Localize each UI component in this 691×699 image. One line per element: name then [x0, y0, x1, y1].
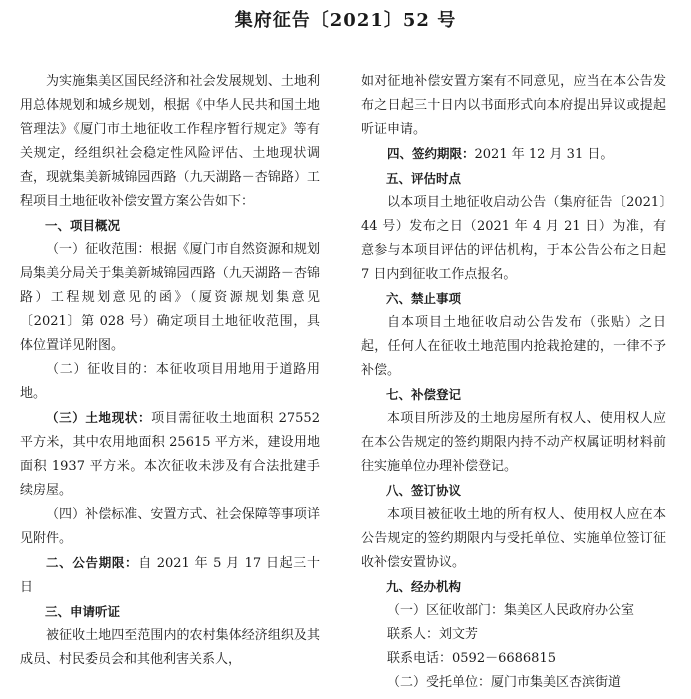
section-1-purpose: （二）征收目的：本征收项目用地用于道路用地。 [20, 362, 320, 401]
section-9-entrusted-unit: （二）受托单位：厦门市集美区杏滨街道 [387, 675, 622, 690]
section-6-heading: 六、禁止事项 [386, 291, 462, 306]
section-2-text: 自 2021 年 5 月 17 日起三十日 [20, 556, 320, 595]
intro-paragraph: 为实施集美区国民经济和社会发展规划、土地利用总体规划和城乡规划，根据《中华人民共和国土地管理法》《厦门市土地征收工作程序暂行规定》等有关规定，经组织社会稳定性风险评估、土地现状调查，现就集美新城锦园西路（九天湖路－杏锦路）工程项目土地征收补偿安置方案公告如下： [20, 74, 320, 209]
section-9-phone: 联系电话：0592－6686815 [387, 651, 556, 666]
document-title: 集府征告〔2021〕52 号 [234, 10, 457, 31]
right-column [361, 70, 666, 695]
section-7-paragraph: 本项目所涉及的土地房屋所有权人、使用权人应在本公告规定的签约期限内持不动产权属证明材料前往实施单位办理补偿登记。 [361, 411, 666, 474]
section-2-label: 二、公告期限： [46, 555, 139, 570]
section-1-heading: 一、项目概况 [45, 218, 121, 233]
section-1-land-status [20, 406, 320, 503]
section-9-department: （一）区征收部门：集美区人民政府办公室 [387, 603, 635, 618]
land-status-label: （三）土地现状： [46, 410, 152, 425]
section-1-scope: （一）征收范围：根据《厦门市自然资源和规划局集美分局关于集美新城锦园西路（九天湖路－杏锦路）工程规划意见的函》（厦资源规划集意见〔2021〕第 028 号）确定项目土地征收范围，具体位置详见附图。 [20, 242, 320, 353]
section-5-paragraph: 以本项目土地征收启动公告（集府征告〔2021〕44 号）发布之日（2021 年 4 月 21 日）为准，有意参与本项目评估的评估机构，于本公告公布之日起 7 日内到征收工作点报名。 [361, 195, 666, 282]
section-5-heading: 五、评估时点 [386, 171, 462, 186]
section-9-contact-person: 联系人：刘文芳 [387, 627, 479, 642]
section-7-heading: 七、补偿登记 [386, 387, 462, 402]
land-status-text: 项目需征收土地面积 27552 平方米，其中农用地面积 25615 平方米，建设用地面积 1937 平方米。本次征收未涉及有合法批建手续房屋。 [20, 411, 320, 498]
section-4-signing [361, 142, 666, 167]
left-column [20, 70, 320, 672]
section-2-period [20, 551, 320, 600]
section-8-heading: 八、签订协议 [386, 483, 462, 498]
section-8-paragraph: 本项目被征收土地的所有权人、使用权人应在本公告规定的签约期限内与受托单位、实施单位签订征收补偿安置协议。 [361, 507, 666, 570]
section-3-paragraph: 被征收土地四至范围内的农村集体经济组织及其成员、村民委员会和其他利害关系人， [20, 628, 320, 667]
section-1-compensation: （四）补偿标准、安置方式、社会保障等事项详见附件。 [20, 507, 320, 546]
section-9-heading: 九、经办机构 [386, 579, 462, 594]
section-3-continued: 如对征地补偿安置方案有不同意见，应当在本公告发布之日起三十日内以书面形式向本府提出异议或提起听证申请。 [361, 74, 666, 137]
section-4-text: 2021 年 12 月 31 日。 [474, 147, 614, 162]
section-3-heading: 三、申请听证 [45, 604, 121, 619]
section-4-label: 四、签约期限： [387, 146, 475, 161]
section-6-paragraph: 自本项目土地征收启动公告发布（张贴）之日起，任何人在征收土地范围内抢栽抢建的，一律不予补偿。 [361, 315, 666, 378]
